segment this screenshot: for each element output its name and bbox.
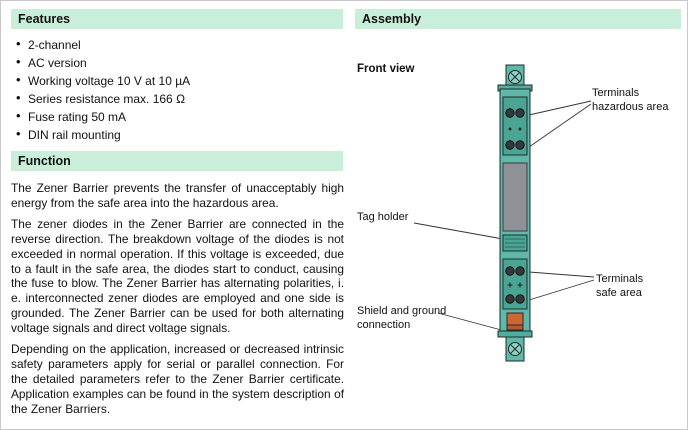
function-text <box>11 181 344 423</box>
terminal <box>516 267 524 275</box>
features-title: Features <box>18 12 71 26</box>
terminal <box>506 109 514 117</box>
callout-tag-holder: Tag holder <box>357 211 409 223</box>
features-list <box>15 39 341 147</box>
terminal <box>506 295 514 303</box>
function-paragraph: The zener diodes in the Zener Barrier are connected in the reverse direction. The breakdown voltage of the diodes is not exceeded in normal operation. If this voltage is exceeded, due to a fault in the safe area, the diodes start to conduct, causing the fuse to blow. The Zener Barrier has alternating polarities, i. e. interconnected zener diodes are employed and one side is grounded. The Zener Barrier can be used for both alternating voltage signals and direct voltage signals. <box>11 216 344 336</box>
feature-item: • Working voltage 10 V at 10 µA <box>15 75 341 88</box>
terminal <box>516 109 524 117</box>
callout-terminals-hazardous: Terminals hazardous area <box>592 87 669 113</box>
feature-item: • 2-channel <box>15 39 341 52</box>
terminal <box>506 267 514 275</box>
front-view-label: Front view <box>357 63 415 75</box>
feature-item: • Fuse rating 50 mA <box>15 111 341 124</box>
feature-item: • DIN rail mounting <box>15 129 341 142</box>
terminal <box>506 141 514 149</box>
ground-clamp <box>507 325 523 330</box>
terminal <box>516 295 524 303</box>
tag-holder <box>503 163 527 231</box>
assembly-header <box>355 9 681 29</box>
callout-terminals-safe: Terminals safe area <box>596 273 644 299</box>
function-title: Function <box>18 154 71 168</box>
feature-item: • AC version <box>15 57 341 70</box>
assembly-title: Assembly <box>362 12 422 26</box>
shield-clamp <box>507 313 523 325</box>
features-header <box>11 9 343 29</box>
device-outline <box>498 65 532 361</box>
function-paragraph: The Zener Barrier prevents the transfer of unacceptably high energy from the safe area into the hazardous area. <box>11 181 344 210</box>
function-paragraph: Depending on the application, increased or decreased intrinsic safety parameters apply for serial or parallel connection. For the detailed parameters refer to the Zener Barrier certificate. Application examples can be found in the system description of the Zener Barriers. <box>11 342 344 416</box>
function-header <box>11 151 343 171</box>
terminal <box>516 141 524 149</box>
feature-item: • Series resistance max. 166 Ω <box>15 93 341 106</box>
callout-shield-ground: Shield and ground connection <box>357 305 447 331</box>
